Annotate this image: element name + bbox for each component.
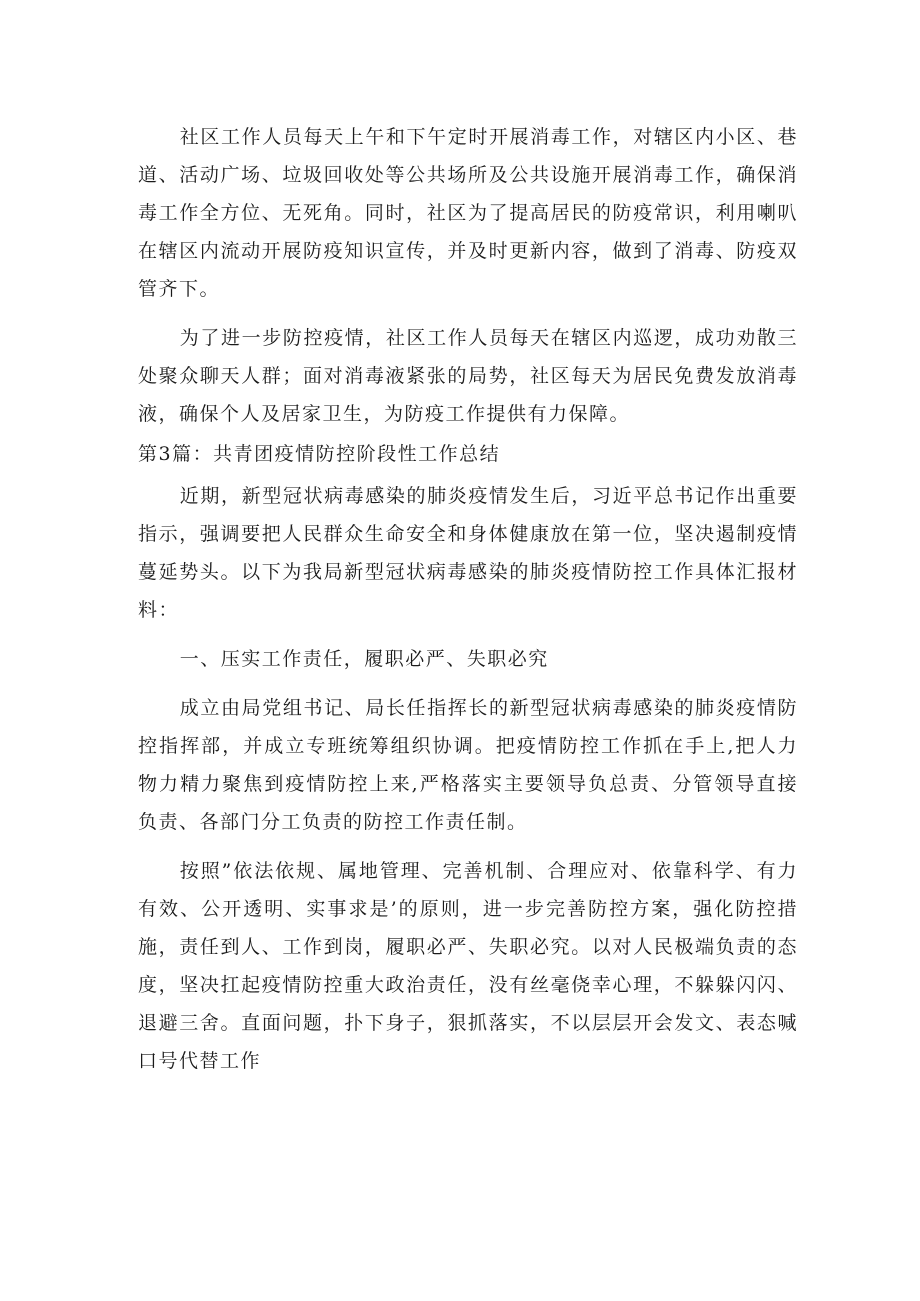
paragraph-introduction: 近期，新型冠状病毒感染的肺炎疫情发生后，习近平总书记作出重要指示，强调要把人民群众生命安全和身体健康放在第一位，坚决遏制疫情蔓延势头。以下为我局新型冠状病毒感染的肺炎疫情防控工作具体汇报材料： — [138, 485, 798, 621]
paragraph-disinfection: 社区工作人员每天上午和下午定时开展消毒工作，对辖区内小区、巷道、活动广场、垃圾回收处等公共场所及公共设施开展消毒工作，确保消毒工作全方位、无死角。同时，社区为了提高居民的防疫常识，利用喇叭在辖区内流动开展防疫知识宣传，并及时更新内容，做到了消毒、防疫双管齐下。 — [138, 126, 798, 300]
paragraph-command-setup: 成立由局党组书记、局长任指挥长的新型冠状病毒感染的肺炎疫情防控指挥部，并成立专班统筹组织协调。把疫情防控工作抓在手上,把人力物力精力聚焦到疫情防控上来,严格落实主要领导负总责、分管领导直接负责、各部门分工负责的防控工作责任制。 — [138, 697, 798, 833]
paragraph-principles: 按照”依法依规、属地管理、完善机制、合理应对、依靠科学、有力有效、公开透明、实事求是’的原则，进一步完善防控方案，强化防控措施，责任到人、工作到岗，履职必严、失职必究。以对人民极端负责的态度，坚决扛起疫情防控重大政治责任，没有丝毫侥幸心理，不躲躲闪闪、退避三舍。直面问题，扑下身子，狠抓落实，不以层层开会发文、表态喊口号代替工作 — [138, 860, 798, 1072]
subsection-heading: 一、压实工作责任，履职必严、失职必究 — [179, 648, 549, 670]
section-heading: 第3篇：共青团疫情防控阶段性工作总结 — [138, 443, 501, 465]
document-body — [138, 118, 798, 1080]
paragraph-patrol: 为了进一步防控疫情，社区工作人员每天在辖区内巡逻，成功劝散三处聚众聊天人群；面对消毒液紧张的局势，社区每天为居民免费发放消毒液，确保个人及居家卫生，为防疫工作提供有力保障。 — [138, 327, 798, 425]
